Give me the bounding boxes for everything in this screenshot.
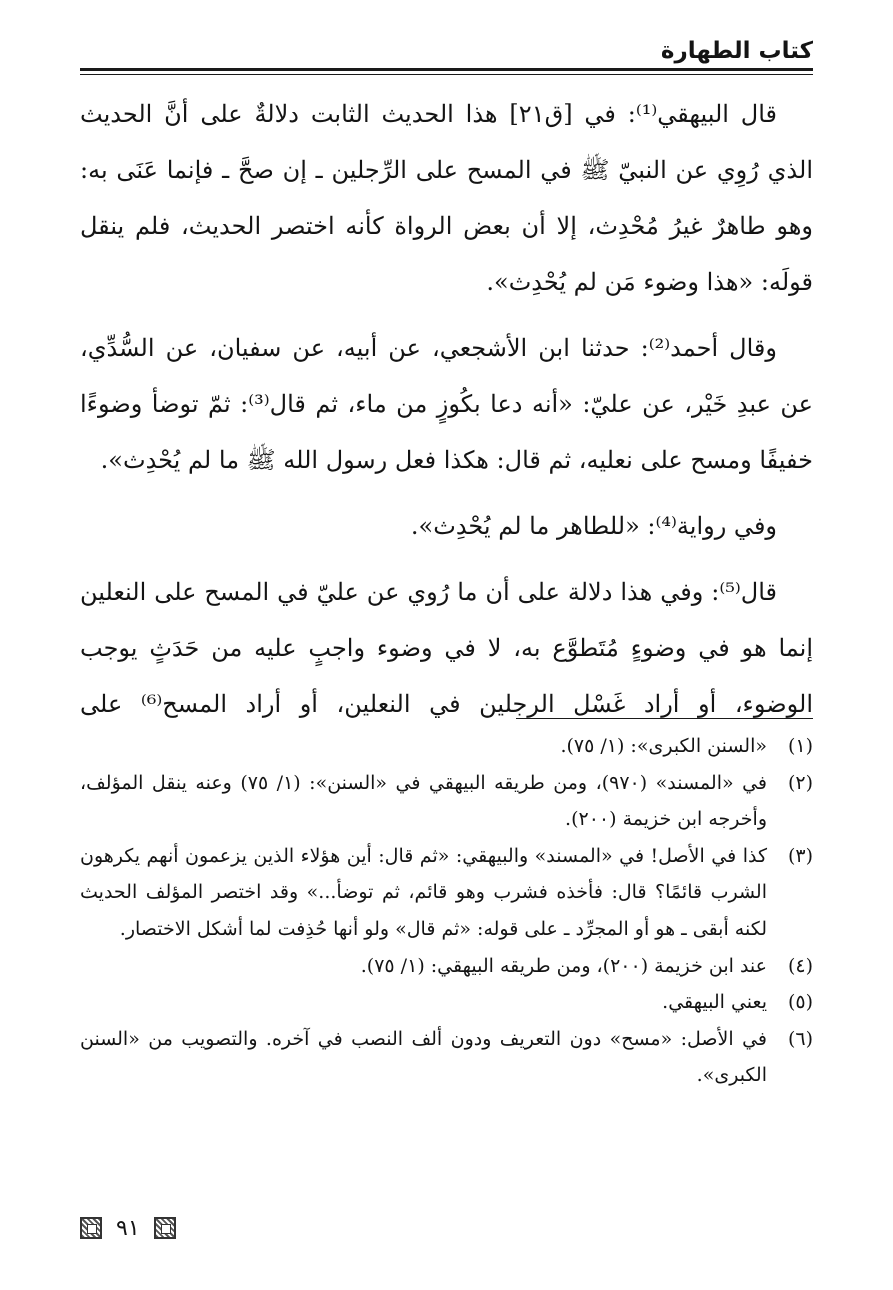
paragraph: قال البيهقي⁽¹⁾: في [ق٢١] هذا الحديث الثابت دلالةٌ على أنَّ الحديث الذي رُوِي عن النبيّ ﷺ في المسح على الرِّجلين ـ إن صحَّ ـ فإنما عَنَى به: وهو طاهرٌ غيرُ مُحْدِث، إلا أن بعض الرواة كأنه اختصر الحديث، فلم ينقل قولَه: «هذا وضوء مَن لم يُحْدِث». (80, 100, 813, 296)
footnote-text: يعني البيهقي. (662, 991, 767, 1014)
page-folio (80, 1208, 210, 1248)
footnote (80, 1021, 813, 1094)
main-text (80, 86, 813, 742)
paragraph: وقال أحمد⁽²⁾: حدثنا ابن الأشجعي، عن أبيه، عن سفيان، عن السُّدِّي، عن عبدِ خَيْر، عن عليّ: «أنه دعا بكُوزٍ من ماء، ثم قال⁽³⁾: ثمّ توضأ وضوءًا خفيفًا ومسح على نعليه، ثم قال: هكذا فعل رسول الله ﷺ ما لم يُحْدِث». (80, 334, 814, 474)
footnote (80, 838, 813, 948)
header-rule-thick (80, 68, 813, 71)
page-number: ٩١ (116, 1215, 140, 1241)
footnote-number: (١) (787, 735, 813, 757)
footnote-number: (٦) (787, 1027, 813, 1050)
footnote-text: عند ابن خزيمة (٢٠٠)، ومن طريقه البيهقي: (١/ ٧٥). (360, 954, 767, 977)
footnote-separator (516, 718, 813, 719)
paragraph: وفي رواية⁽⁴⁾: «للطاهر ما لم يُحْدِث». (410, 512, 777, 540)
footnote-number: (٥) (787, 991, 813, 1014)
paragraph: قال⁽⁵⁾: وفي هذا دلالة على أن ما رُوي عن عليّ في المسح على النعلين إنما هو في وضوءٍ مُتَطوَّع به، لا في وضوء واجبٍ عليه من حَدَثٍ يوجب الوضوء، أو أراد غَسْل الرجلين في النعلين، أو أراد المسح⁽⁶⁾ على (80, 578, 814, 718)
ornament-icon (154, 1217, 176, 1239)
footnote-number: (٣) (787, 844, 813, 867)
header-rule-thin (80, 74, 813, 75)
footnote (80, 728, 813, 765)
footnote-text: في الأصل: «مسح» دون التعريف ودون ألف النصب في آخره. والتصويب من «السنن الكبرى». (80, 1027, 767, 1087)
footnote-text: «السنن الكبرى»: (١/ ٧٥). (560, 735, 767, 757)
footnote-number: (٤) (787, 954, 813, 977)
running-header: كتاب الطهارة (660, 38, 813, 64)
footnote-number: (٢) (787, 771, 813, 794)
ornament-icon (80, 1217, 102, 1239)
footnote-text: كذا في الأصل! في «المسند» والبيهقي: «ثم قال: أين هؤلاء الذين يزعمون أنهم يكرهون الشرب قائمًا؟ قال: فأخذه فشرب وهو قائم، ثم توضأ...» وقد اختصر المؤلف الحديث لكنه أبقى ـ هو أو المجرِّد ـ على قوله: «ثم قال» ولو أنها حُذِفت لما أشكل الاختصار. (80, 844, 767, 940)
footnote (80, 948, 813, 985)
footnote-text: في «المسند» (٩٧٠)، ومن طريقه البيهقي في «السنن»: (١/ ٧٥) وعنه ينقل المؤلف، وأخرجه ابن خزيمة (٢٠٠). (80, 771, 767, 831)
footnote (80, 984, 813, 1021)
footnote (80, 765, 813, 838)
footnotes (80, 728, 813, 1094)
